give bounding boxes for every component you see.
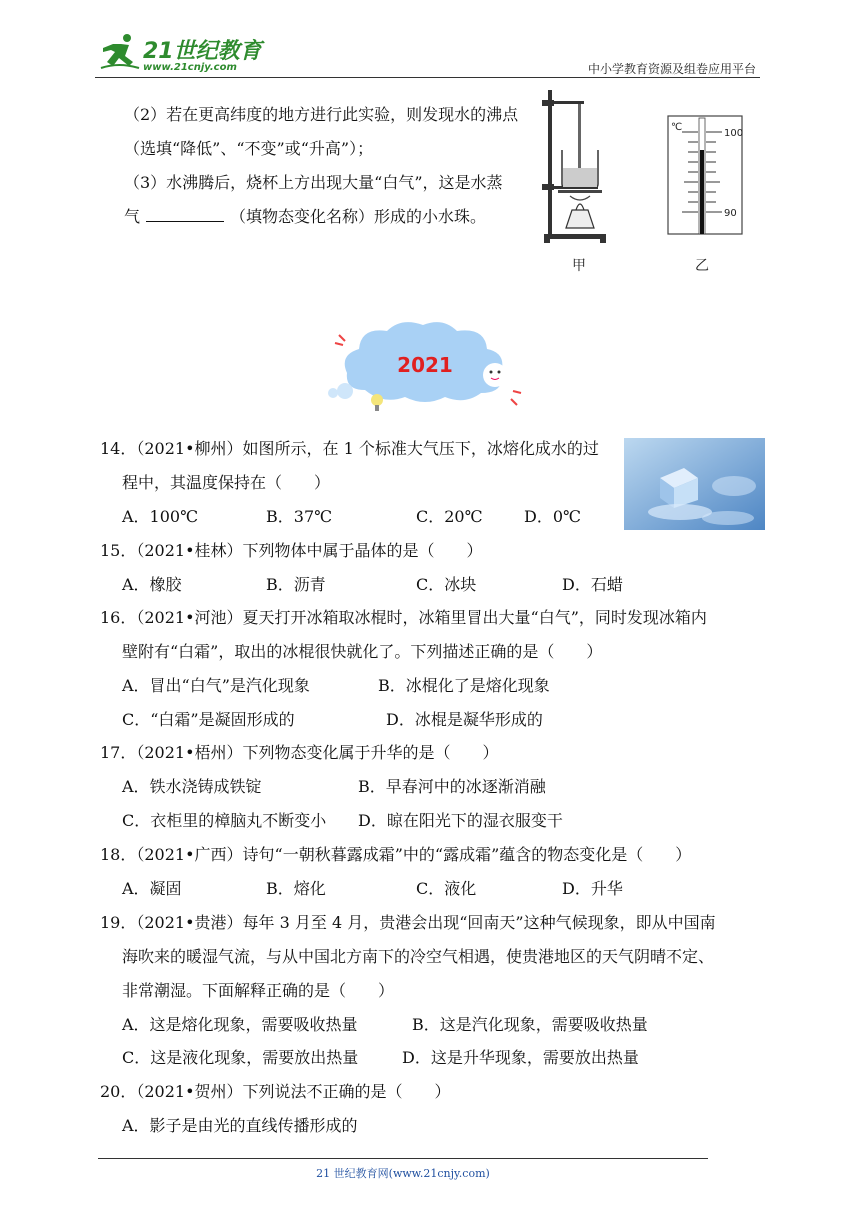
q16-stem-line1 xyxy=(100,608,707,628)
q19-stem1: （2021•贵港）每年 3 月至 4 月，贵港会出现“回南天”这种气候现象，即从中国南 xyxy=(136,913,716,932)
ice-cube-melting-image xyxy=(624,438,765,530)
apparatus-figure xyxy=(540,88,760,280)
page-header xyxy=(95,28,760,80)
q3-line1: （3）水沸腾后，烧杯上方出现大量“白气”，这是水蒸 xyxy=(124,173,503,192)
q15-option-d: D．石蜡 xyxy=(562,575,623,594)
q16-option-d: D．冰棍是凝华形成的 xyxy=(386,710,543,729)
ice-cube-figure xyxy=(624,438,765,530)
q17-option-c: C．衣柜里的樟脑丸不断变小 xyxy=(122,811,327,830)
q19-stem-line1 xyxy=(100,913,716,933)
q16-option-a: A．冒出“白气”是汽化现象 xyxy=(122,676,310,695)
q17-num: 17． xyxy=(100,743,137,762)
logo-url: www.21cnjy.com xyxy=(143,62,237,73)
q19-num: 19． xyxy=(100,913,137,932)
q17-option-d: D．晾在阳光下的湿衣服变干 xyxy=(358,811,563,830)
q15-num: 15． xyxy=(100,541,137,560)
q14-stem-line1 xyxy=(100,439,599,459)
q3-line2-post: （填物态变化名称）形成的小水珠。 xyxy=(230,207,487,226)
thermo-label-100: 100 xyxy=(724,128,744,139)
thermo-unit: ℃ xyxy=(671,122,683,133)
q16-option-c: C．“白霜”是凝固形成的 xyxy=(122,710,295,729)
q14-stem1: （2021•柳州）如图所示，在 1 个标准大气压下，冰熔化成水的过 xyxy=(136,439,599,458)
q18-option-d: D．升华 xyxy=(562,879,623,898)
q15-option-c: C．冰块 xyxy=(416,575,477,594)
year-banner xyxy=(325,315,525,415)
q15-option-a: A．橡胶 xyxy=(122,575,182,594)
q19-stem3: 非常潮湿。下面解释正确的是（ ） xyxy=(122,981,395,1000)
q2-line1: （2）若在更高纬度的地方进行此实验，则发现水的沸点 xyxy=(124,105,519,124)
q15-stem1: （2021•桂林）下列物体中属于晶体的是（ ） xyxy=(136,541,483,560)
logo-text: 21世纪教育 xyxy=(143,39,262,64)
q19-option-b: B．这是汽化现象，需要吸收热量 xyxy=(412,1015,648,1034)
q15-option-b: B．沥青 xyxy=(266,575,326,594)
q19-stem2: 海吹来的暖湿气流，与从中国北方南下的冷空气相遇，使贵港地区的天气阴晴不定、 xyxy=(122,947,715,966)
q16-num: 16． xyxy=(100,608,137,627)
label-jia: 甲 xyxy=(572,258,586,274)
q17-option-a: A．铁水浇铸成铁锭 xyxy=(122,777,262,796)
q17-stem1: （2021•梧州）下列物态变化属于升华的是（ ） xyxy=(136,743,499,762)
label-yi: 乙 xyxy=(695,258,709,274)
q14-stem2: 程中，其温度保持在（ ） xyxy=(122,473,331,492)
q20-option-a: A．影子是由光的直线传播形成的 xyxy=(122,1116,358,1135)
q3-line2 xyxy=(124,207,486,227)
q3-line2-pre: 气 xyxy=(124,207,141,226)
q19-option-c: C．这是液化现象，需要放出热量 xyxy=(122,1048,359,1067)
footer-divider xyxy=(98,1158,708,1159)
q15-stem-line1 xyxy=(100,541,483,561)
platform-title: 中小学教育资源及组卷应用平台 xyxy=(587,62,756,76)
q14-option-d: D．0℃ xyxy=(524,507,581,526)
runner-logo-icon xyxy=(99,32,141,72)
header-divider xyxy=(95,77,760,78)
q16-stem2: 壁附有“白霜”，取出的冰棍很快就化了。下列描述正确的是（ ） xyxy=(122,642,603,661)
beaker-thermometer-illustration xyxy=(540,88,760,280)
q18-option-a: A．凝固 xyxy=(122,879,182,898)
q18-option-b: B．熔化 xyxy=(266,879,326,898)
q20-stem-line1 xyxy=(100,1082,451,1102)
q19-option-d: D．这是升华现象，需要放出热量 xyxy=(402,1048,639,1067)
thermo-label-90: 90 xyxy=(724,208,737,219)
q19-option-a: A．这是熔化现象，需要吸收热量 xyxy=(122,1015,358,1034)
q18-stem1: （2021•广西）诗句“一朝秋暮露成霜”中的“露成霜”蕴含的物态变化是（ ） xyxy=(136,845,692,864)
q18-stem-line1 xyxy=(100,845,691,865)
q2-line2: （选填“降低”、“不变”或“升高”）； xyxy=(124,139,374,158)
logo xyxy=(95,28,265,76)
q18-num: 18． xyxy=(100,845,137,864)
q17-stem-line1 xyxy=(100,743,499,763)
q18-option-c: C．液化 xyxy=(416,879,477,898)
q14-option-c: C．20℃ xyxy=(416,507,483,526)
q14-num: 14． xyxy=(100,439,137,458)
q16-stem1: （2021•河池）夏天打开冰箱取冰棍时，冰箱里冒出大量“白气”，同时发现冰箱内 xyxy=(136,608,707,627)
q17-option-b: B．早春河中的冰逐渐消融 xyxy=(358,777,546,796)
q16-option-b: B．冰棍化了是熔化现象 xyxy=(378,676,550,695)
page-footer: 21 世纪教育网(www.21cnjy.com) xyxy=(316,1167,490,1180)
q14-option-a: A．100℃ xyxy=(122,507,198,526)
year-label: 2021 xyxy=(397,353,453,377)
q20-stem1: （2021•贺州）下列说法不正确的是（ ） xyxy=(136,1082,451,1101)
answer-blank xyxy=(146,208,224,222)
q14-option-b: B．37℃ xyxy=(266,507,333,526)
q20-num: 20． xyxy=(100,1082,137,1101)
